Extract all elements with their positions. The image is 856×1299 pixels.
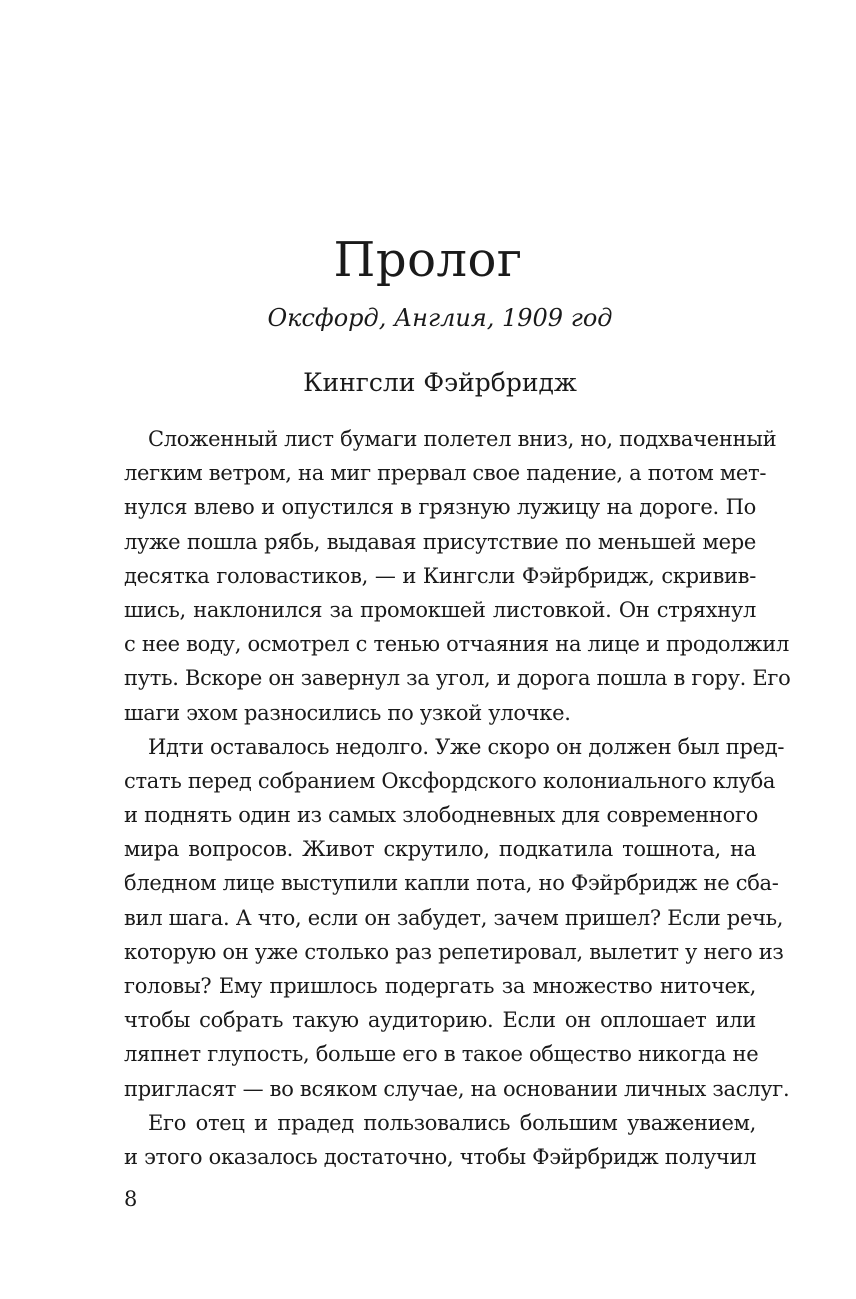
- text-line: и этого оказалось достаточно, чтобы Фэйрбридж получил: [124, 1144, 757, 1169]
- chapter-subtitle: Оксфорд, Англия, 1909 год: [267, 304, 613, 332]
- text-line: и поднять один из самых злободневных для современного: [124, 803, 758, 828]
- text-line: нулся влево и опустился в грязную лужицу на дороге. По: [124, 495, 756, 520]
- text-line: которую он уже столько раз репетировал, вылетит у него из: [124, 939, 784, 964]
- text-line: пригласят — во всяком случае, на основании личных заслуг.: [124, 1076, 790, 1101]
- text-line: бледном лице выступили капли пота, но Фэйрбридж не сба-: [124, 871, 779, 896]
- body-text: [124, 422, 791, 1174]
- text-line: Его отец и прадед пользовались большим уважением,: [148, 1110, 756, 1135]
- text-line: головы? Ему пришлось подергать за множество ниточек,: [124, 974, 756, 998]
- text-line: Сложенный лист бумаги полетел вниз, но, подхваченный: [148, 427, 777, 451]
- text-line: путь. Вскоре он завернул за угол, и дорога пошла в гору. Его: [124, 666, 791, 691]
- text-line: шаги эхом разносились по узкой улочке.: [124, 700, 571, 725]
- text-line: с нее воду, осмотрел с тенью отчаяния на лице и продолжил: [124, 632, 790, 657]
- text-line: чтобы собрать такую аудиторию. Если он оплошает или: [124, 1008, 756, 1033]
- text-line: десятка головастиков, — и Кингсли Фэйрбридж, скривив-: [124, 563, 756, 588]
- section-heading: Кингсли Фэйрбридж: [303, 368, 577, 397]
- text-line: вил шага. А что, если он забудет, зачем пришел? Если речь,: [124, 905, 784, 930]
- chapter-title: Пролог: [333, 232, 523, 288]
- text-line: шись, наклонился за промокшей листовкой. Он стряхнул: [124, 597, 756, 622]
- text-line: Идти оставалось недолго. Уже скоро он должен был пред-: [148, 734, 785, 759]
- text-line: мира вопросов. Живот скрутило, подкатила тошнота, на: [124, 837, 756, 862]
- page-number: 8: [124, 1187, 138, 1211]
- text-line: луже пошла рябь, выдавая присутствие по меньшей мере: [124, 529, 756, 554]
- text-line: стать перед собранием Оксфордского колониального клуба: [124, 768, 776, 793]
- text-line: легким ветром, на миг прервал свое падение, а потом мет-: [124, 461, 767, 486]
- text-line: ляпнет глупость, больше его в такое общество никогда не: [124, 1042, 759, 1067]
